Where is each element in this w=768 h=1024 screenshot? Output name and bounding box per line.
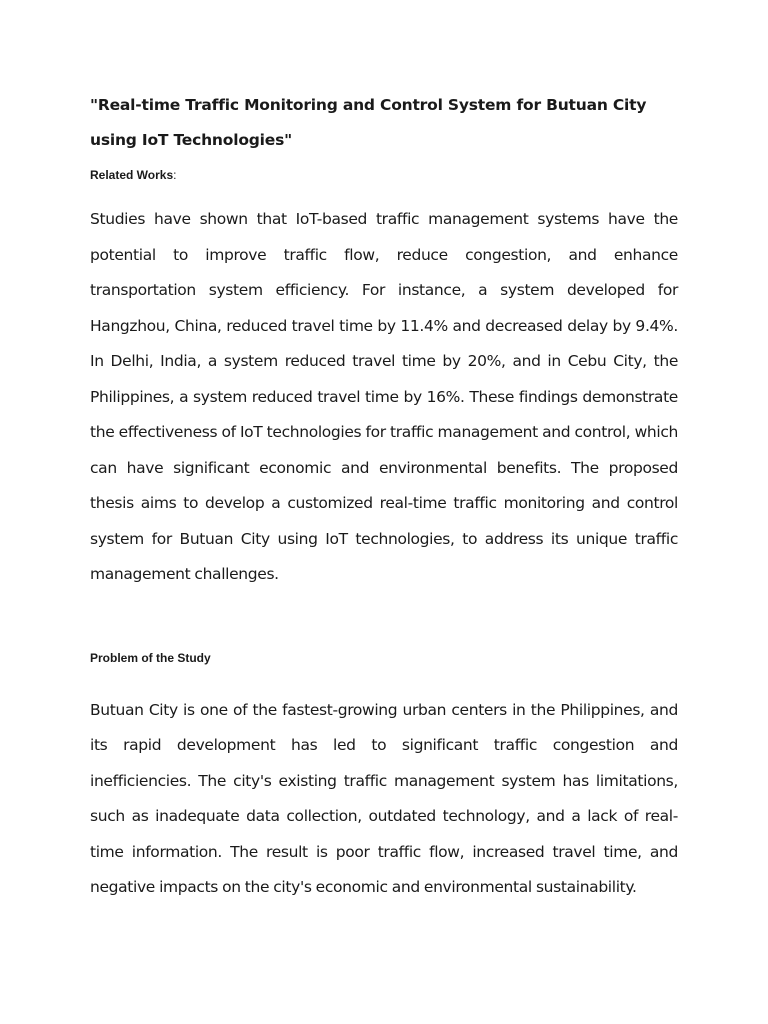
heading-label: Related Works <box>90 168 174 182</box>
document-page <box>90 88 678 906</box>
document-title: "Real-time Traffic Monitoring and Control System for Butuan City using IoT Technologies" <box>90 96 647 149</box>
section-heading-related-works <box>90 168 678 182</box>
problem-paragraph: Butuan City is one of the fastest-growing urban centers in the Philippines, and its rapid development has led to significant traffic congestion and inefficiencies. The city's existing traffic management system has limitations, such as inadequate data collection, outdated technology, and a lack of real-time information. The result is poor traffic flow, increased travel time, and negative impacts on the city's economic and environmental sustainability. <box>90 700 678 896</box>
heading-colon: : <box>173 168 177 182</box>
section-heading-problem-of-the-study: Problem of the Study <box>90 650 211 665</box>
related-works-paragraph: Studies have shown that IoT-based traffic management systems have the potential to improve traffic flow, reduce congestion, and enhance transportation system efficiency. For instance, a system developed for Hangzhou, China, reduced travel time by 11.4% and decreased delay by 9.4%. In Delhi, India, a system reduced travel time by 20%, and in Cebu City, the Philippines, a system reduced travel time by 16%. These findings demonstrate the effectiveness of IoT technologies for traffic management and control, which can have significant economic and environmental benefits. The proposed thesis aims to develop a customized real-time traffic monitoring and control system for Butuan City using IoT technologies, to address its unique traffic management challenges. <box>90 210 678 583</box>
